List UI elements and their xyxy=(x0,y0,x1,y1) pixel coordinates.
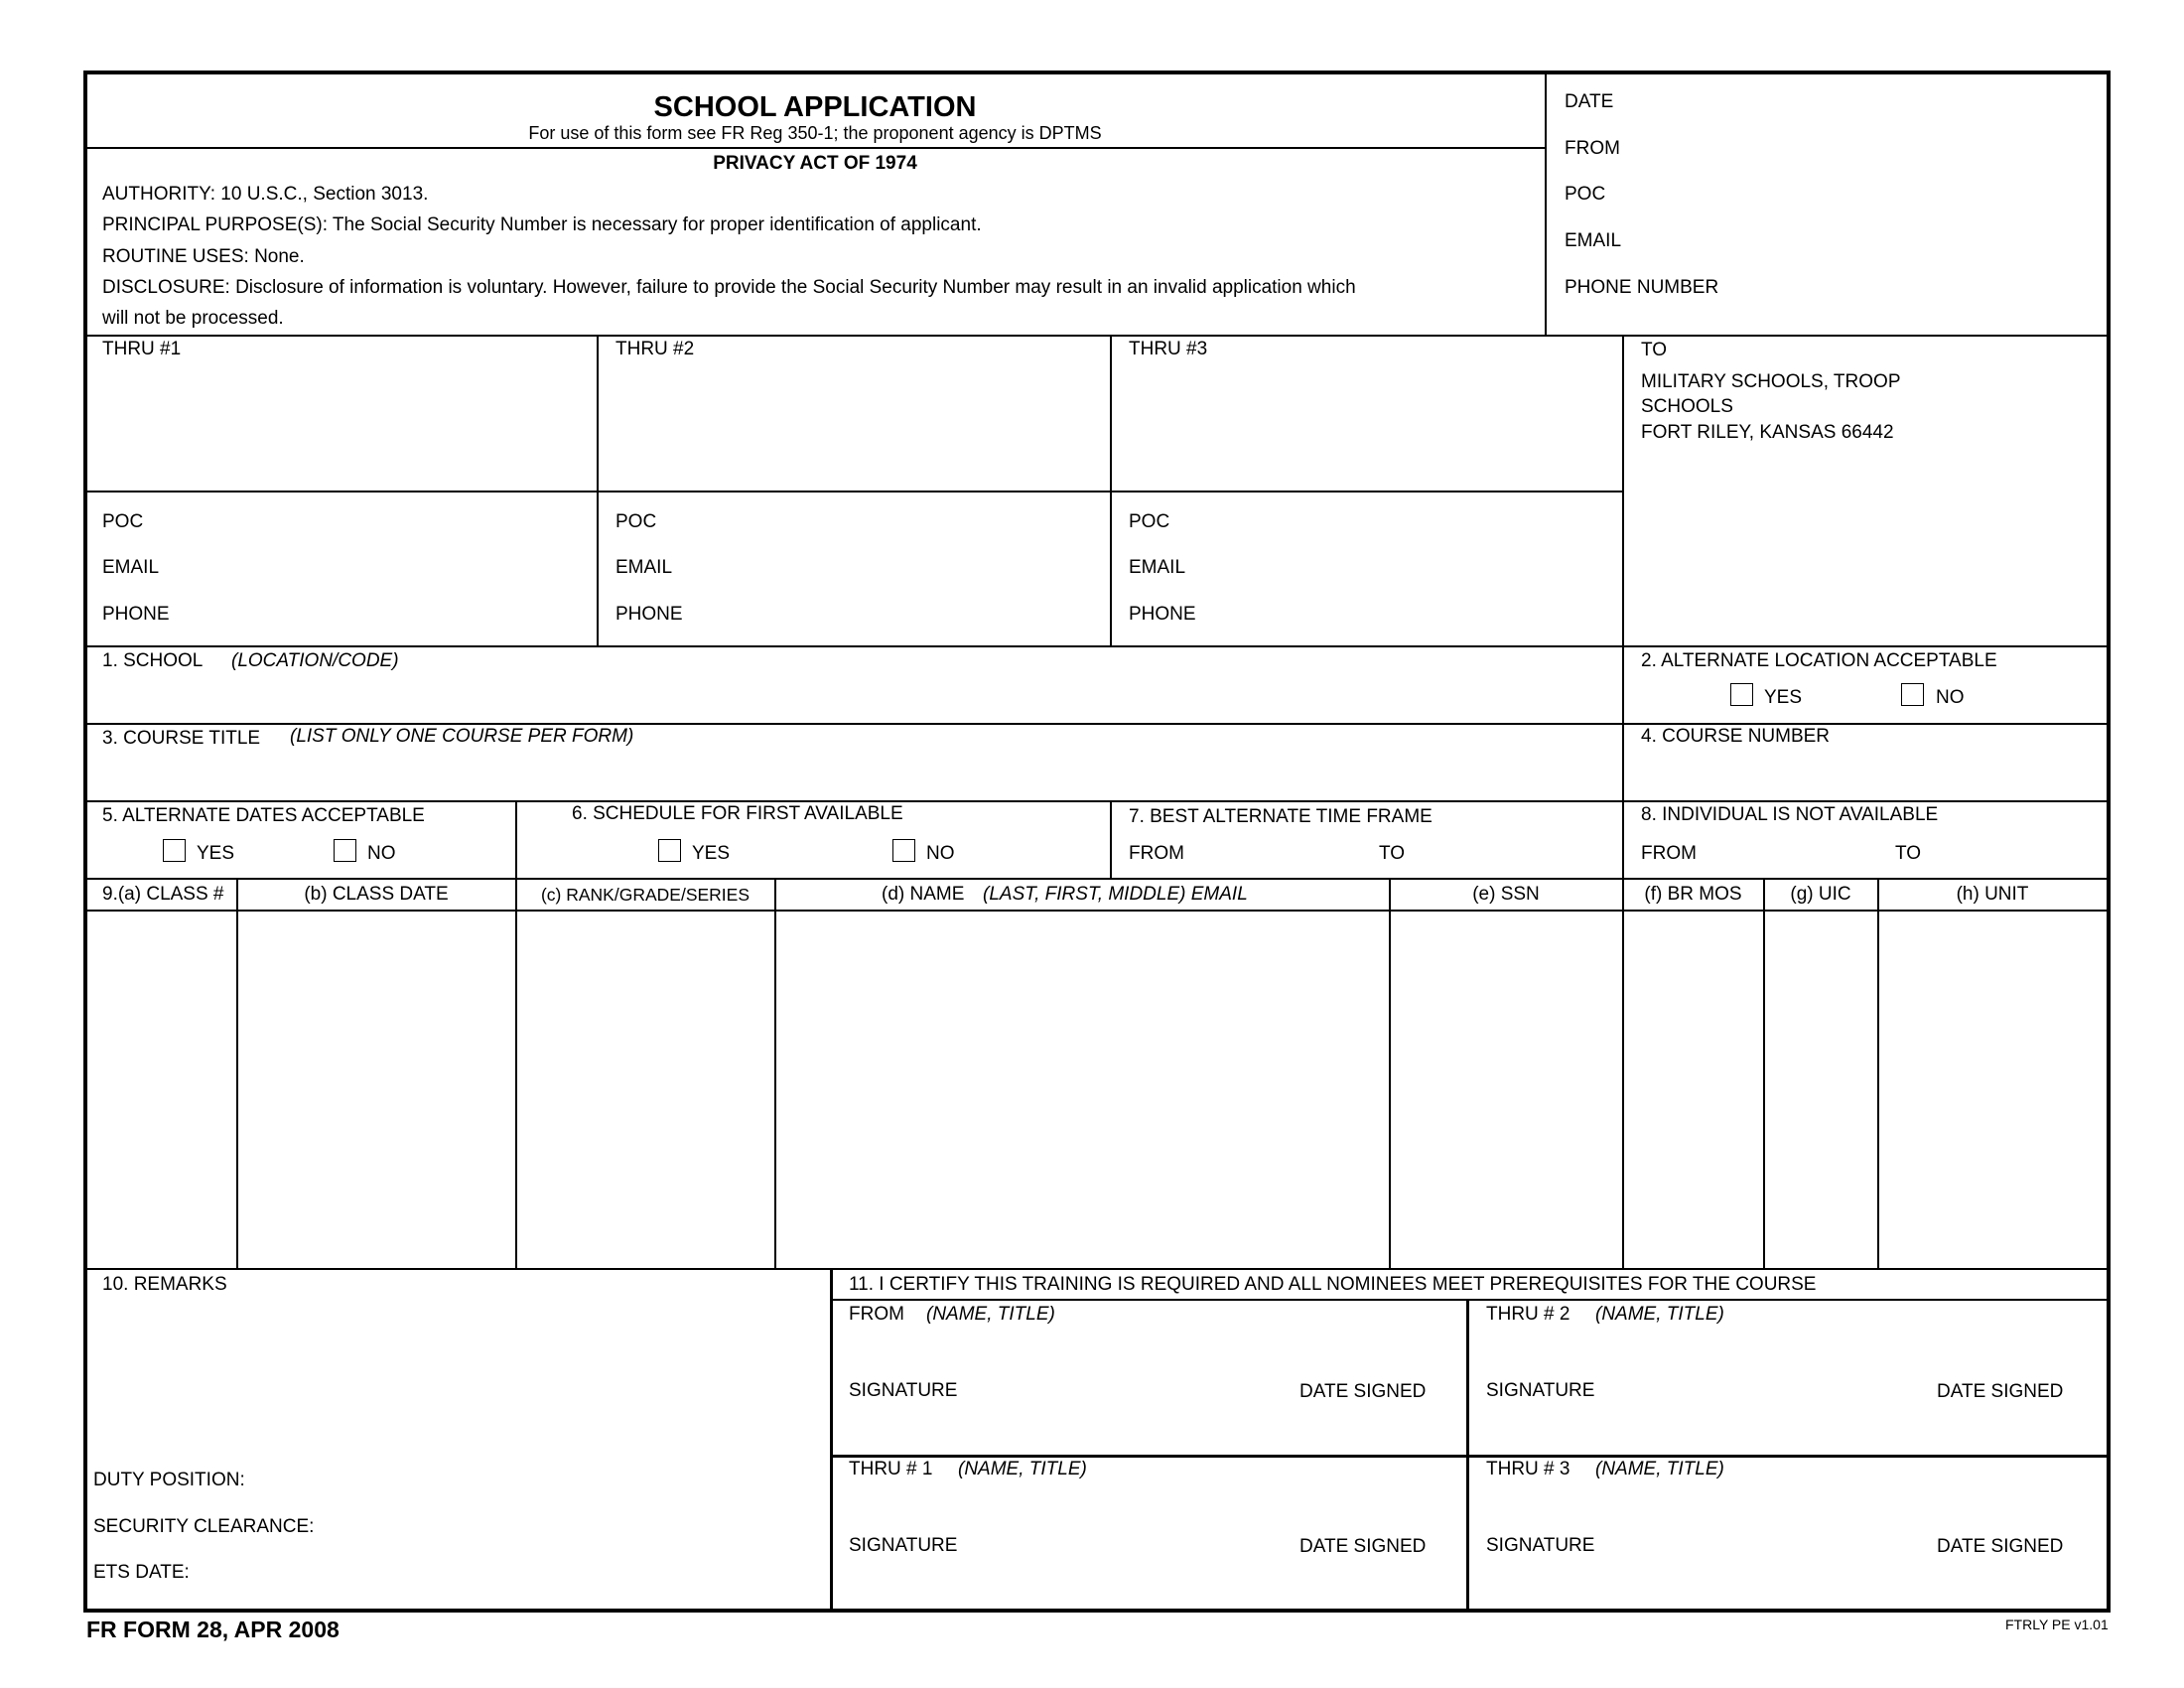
row-rule-3 xyxy=(85,723,2109,725)
certify-thru2-date-signed-label: DATE SIGNED xyxy=(1937,1381,2064,1402)
poc-label: POC xyxy=(1565,184,1606,205)
form-subtitle: For use of this form see FR Reg 350-1; the proponent agency is DPTMS xyxy=(528,123,1102,143)
alt-location-yes-checkbox[interactable] xyxy=(1730,683,1753,706)
thru1-phone-label: PHONE xyxy=(102,604,170,625)
certify-thru1-hint: (NAME, TITLE) xyxy=(958,1459,1087,1479)
best-alt-time-from-label: FROM xyxy=(1129,843,1184,864)
alt-dates-yes-checkbox[interactable] xyxy=(163,839,186,862)
col-class-date-header: (b) CLASS DATE xyxy=(304,884,449,905)
thru-bottom xyxy=(85,645,2109,647)
certify-thru1-date-signed-label: DATE SIGNED xyxy=(1299,1536,1427,1557)
col-d xyxy=(774,879,776,1269)
email-label: EMAIL xyxy=(1565,230,1622,251)
col-h xyxy=(1877,879,1879,1269)
header-bottom xyxy=(85,335,2109,337)
col-e xyxy=(1389,879,1391,1269)
date-label: DATE xyxy=(1565,91,1614,112)
certify-thru2-hint: (NAME, TITLE) xyxy=(1595,1304,1724,1325)
not-available-label: 8. INDIVIDUAL IS NOT AVAILABLE xyxy=(1641,804,1939,825)
header-divider xyxy=(1545,72,1547,336)
certify-title-rule xyxy=(832,1299,2109,1301)
col-name-hint: (LAST, FIRST, MIDDLE) EMAIL xyxy=(983,884,1248,905)
not-available-from-label: FROM xyxy=(1641,843,1697,864)
col-ssn-header: (e) SSN xyxy=(1472,884,1540,905)
schedule-first-label: 6. SCHEDULE FOR FIRST AVAILABLE xyxy=(572,803,903,824)
disclosure-text-2: will not be processed. xyxy=(102,308,284,329)
school-label: 1. SCHOOL xyxy=(102,650,204,671)
certify-from-date-signed-label: DATE SIGNED xyxy=(1299,1381,1427,1402)
alt-dates-no-label: NO xyxy=(367,843,396,864)
table-header-rule xyxy=(85,910,2109,912)
thru2-poc-label: POC xyxy=(615,511,657,532)
thru-mid-rule xyxy=(85,491,1622,492)
border-top xyxy=(83,70,2111,74)
principal-purpose-text: PRINCIPAL PURPOSE(S): The Social Security Number is necessary for proper identification of applicant. xyxy=(102,214,982,235)
to-address-line-3: FORT RILEY, KANSAS 66442 xyxy=(1641,422,1894,443)
certify-from-hint: (NAME, TITLE) xyxy=(926,1304,1055,1325)
border-right xyxy=(2107,70,2111,1613)
row-rule-5 xyxy=(85,800,2109,802)
schedule-first-no-label: NO xyxy=(926,843,955,864)
border-bottom xyxy=(83,1609,2111,1613)
thru3-email-label: EMAIL xyxy=(1129,557,1186,578)
col-unit-header: (h) UNIT xyxy=(1956,884,2029,905)
ets-date-label: ETS DATE: xyxy=(93,1562,190,1583)
certify-thru1-signature-label: SIGNATURE xyxy=(849,1535,958,1556)
col-class-no-header: 9.(a) CLASS # xyxy=(102,884,224,905)
col-b xyxy=(236,879,238,1269)
routine-uses-text: ROUTINE USES: None. xyxy=(102,246,305,267)
table-bottom xyxy=(85,1268,2109,1270)
to-divider xyxy=(1622,336,1624,885)
col-f xyxy=(1622,879,1624,1269)
col-g xyxy=(1763,879,1765,1269)
phone-number-label: PHONE NUMBER xyxy=(1565,277,1719,298)
certify-from-signature-label: SIGNATURE xyxy=(849,1380,958,1401)
alt-location-yes-label: YES xyxy=(1764,687,1803,708)
alt-dates-no-checkbox[interactable] xyxy=(334,839,356,862)
alt-dates-yes-label: YES xyxy=(197,843,235,864)
row5-divider-1 xyxy=(515,801,517,880)
col-c xyxy=(515,879,517,1269)
certify-thru3-date-signed-label: DATE SIGNED xyxy=(1937,1536,2064,1557)
certify-thru2-signature-label: SIGNATURE xyxy=(1486,1380,1595,1401)
col-name-header: (d) NAME xyxy=(882,884,965,905)
best-alt-time-label: 7. BEST ALTERNATE TIME FRAME xyxy=(1129,806,1433,827)
thru2-email-label: EMAIL xyxy=(615,557,673,578)
certify-thru3-hint: (NAME, TITLE) xyxy=(1595,1459,1724,1479)
thru3-label: THRU #3 xyxy=(1129,339,1208,359)
title-rule xyxy=(85,147,1545,149)
alt-location-no-checkbox[interactable] xyxy=(1901,683,1924,706)
disclosure-text-1: DISCLOSURE: Disclosure of information is voluntary. However, failure to provide the Social Security Number may result in an invalid application which xyxy=(102,277,1356,298)
form-id: FR FORM 28, APR 2008 xyxy=(86,1617,340,1642)
thru1-email-label: EMAIL xyxy=(102,557,160,578)
remarks-label: 10. REMARKS xyxy=(102,1274,227,1295)
alt-dates-label: 5. ALTERNATE DATES ACCEPTABLE xyxy=(102,805,425,826)
form-version: FTRLY PE v1.01 xyxy=(2005,1617,2109,1632)
schedule-first-yes-label: YES xyxy=(692,843,731,864)
form-title: SCHOOL APPLICATION xyxy=(653,91,977,123)
best-alt-time-to-label: TO xyxy=(1379,843,1406,864)
authority-text: AUTHORITY: 10 U.S.C., Section 3013. xyxy=(102,184,429,205)
remarks-divider xyxy=(830,1269,833,1611)
col-br-mos-header: (f) BR MOS xyxy=(1644,884,1742,905)
col-uic-header: (g) UIC xyxy=(1790,884,1851,905)
thru2-phone-label: PHONE xyxy=(615,604,683,625)
thru3-poc-label: POC xyxy=(1129,511,1170,532)
from-label: FROM xyxy=(1565,138,1620,159)
duty-position-label: DUTY POSITION: xyxy=(93,1470,245,1490)
col-rank-header: (c) RANK/GRADE/SERIES xyxy=(540,885,751,905)
privacy-act-title: PRIVACY ACT OF 1974 xyxy=(713,153,917,174)
certify-thru1-label: THRU # 1 xyxy=(849,1459,933,1479)
thru1-label: THRU #1 xyxy=(102,339,182,359)
school-hint: (LOCATION/CODE) xyxy=(231,650,399,671)
certify-thru2-label: THRU # 2 xyxy=(1486,1304,1570,1325)
course-title-label: 3. COURSE TITLE xyxy=(102,728,261,749)
course-title-hint: (LIST ONLY ONE COURSE PER FORM) xyxy=(290,726,634,747)
certify-mid-rule xyxy=(832,1455,2109,1458)
thru2-label: THRU #2 xyxy=(615,339,695,359)
not-available-to-label: TO xyxy=(1895,843,1922,864)
thru1-poc-label: POC xyxy=(102,511,144,532)
schedule-first-yes-checkbox[interactable] xyxy=(658,839,681,862)
border-left xyxy=(83,70,87,1613)
security-clearance-label: SECURITY CLEARANCE: xyxy=(93,1516,315,1537)
table-top xyxy=(85,878,2109,880)
to-label: TO xyxy=(1641,340,1668,360)
certify-thru3-label: THRU # 3 xyxy=(1486,1459,1570,1479)
schedule-first-no-checkbox[interactable] xyxy=(892,839,915,862)
course-number-label: 4. COURSE NUMBER xyxy=(1641,726,1831,747)
to-address-line-1: MILITARY SCHOOLS, TROOP xyxy=(1641,371,1901,392)
certify-thru3-signature-label: SIGNATURE xyxy=(1486,1535,1595,1556)
to-address-line-2: SCHOOLS xyxy=(1641,396,1733,417)
thru3-phone-label: PHONE xyxy=(1129,604,1196,625)
row5-divider-2 xyxy=(1110,801,1112,880)
alt-location-label: 2. ALTERNATE LOCATION ACCEPTABLE xyxy=(1641,650,1997,671)
certify-from-label: FROM xyxy=(849,1304,904,1325)
certify-title: 11. I CERTIFY THIS TRAINING IS REQUIRED AND ALL NOMINEES MEET PREREQUISITES FOR THE COURSE xyxy=(849,1274,1817,1295)
alt-location-no-label: NO xyxy=(1936,687,1965,708)
